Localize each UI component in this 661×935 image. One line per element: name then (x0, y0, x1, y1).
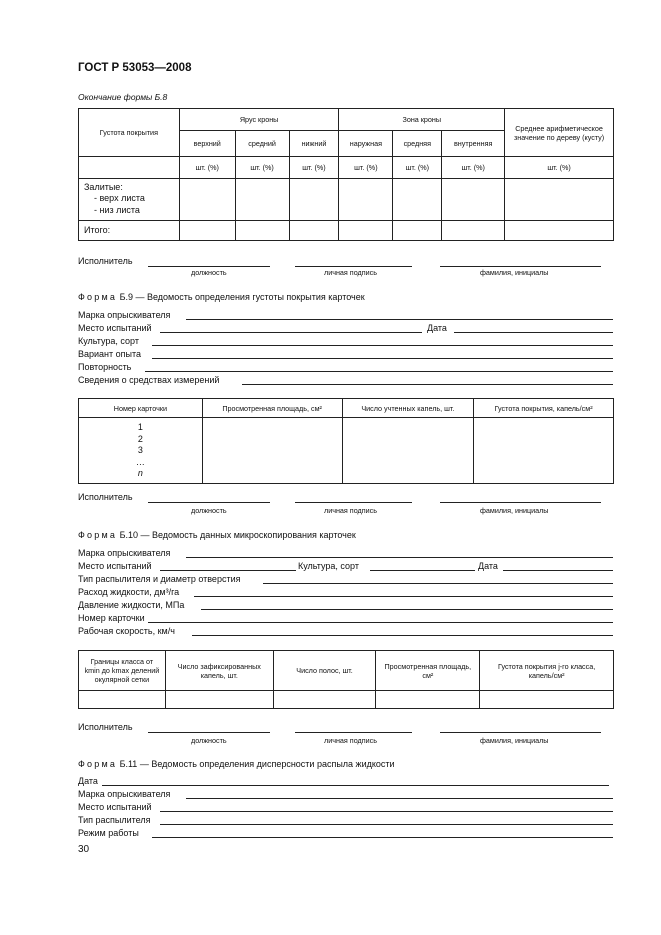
position-caption: должность (191, 268, 227, 277)
b9-instruments-label: Сведения о средствах измерений (78, 375, 220, 385)
signature-caption: личная подпись (324, 268, 377, 277)
b10-nozzle-field[interactable] (263, 583, 613, 584)
form-b11-title-text: Б.11 — Ведомость определения дисперсности распыла жидкости (119, 759, 395, 769)
position-caption: должность (191, 736, 227, 745)
b10-col-bounds (79, 651, 166, 691)
form-word: Форма (78, 759, 118, 769)
signature-caption: личная подпись (324, 506, 377, 515)
b9-crop-field[interactable] (152, 345, 613, 346)
b10-bounds-line3: окулярной сетки (94, 675, 150, 684)
unit-cell: шт. (%) (393, 157, 442, 179)
sub-outer: наружная (339, 131, 393, 157)
b11-mode-label: Режим работы (78, 828, 139, 838)
form-b9-title-text: Б.9 — Ведомость определения густоты покрытия карточек (119, 292, 365, 302)
b10-card-field[interactable] (148, 622, 613, 623)
b9-col-card: Номер карточки (79, 399, 203, 418)
form-word: Форма (78, 292, 118, 302)
name-caption: фамилия, инициалы (480, 268, 549, 277)
b10-speed-field[interactable] (192, 635, 613, 636)
b10-place-label: Место испытаний (78, 561, 152, 571)
b9-place-label: Место испытаний (78, 323, 152, 333)
form-b11-title (78, 759, 395, 769)
card-number: … (135, 456, 145, 467)
name-caption: фамилия, инициалы (480, 736, 549, 745)
unit-cell: шт. (%) (442, 157, 505, 179)
b10-pressure-field[interactable] (201, 609, 613, 610)
b10-flow-label: Расход жидкости, дм³/га (78, 587, 180, 597)
b9-variant-field[interactable] (152, 358, 613, 359)
b10-col-area: Просмотренная площадь, см² (376, 651, 480, 691)
tier-group-header: Ярус кроны (179, 109, 339, 131)
sub-inner: внутренняя (442, 131, 505, 157)
b10-nozzle-label: Тип распылителя и диаметр отверстия (78, 574, 241, 584)
unit-cell: шт. (%) (289, 157, 339, 179)
unit-cell: шт. (%) (339, 157, 393, 179)
sub-mid-zone: средняя (393, 131, 442, 157)
b9-sprayer-label: Марка опрыскивателя (78, 310, 171, 320)
b10-bounds-line1: Границы класса от (90, 657, 154, 666)
b11-sprayer-field[interactable] (186, 798, 613, 799)
form-b10-table (78, 650, 614, 709)
b9-repeat-field[interactable] (145, 371, 613, 372)
b9-col-density: Густота покрытия, капель/см² (474, 399, 614, 418)
name-caption: фамилия, инициалы (480, 506, 549, 515)
bottom-leaf-label: - низ листа (94, 204, 140, 215)
b10-card-label: Номер карточки (78, 613, 145, 623)
b10-col-density: Густота покрытия j-го класса, капель/см² (480, 651, 614, 691)
b10-flow-field[interactable] (194, 596, 613, 597)
form-b10-title (78, 530, 356, 540)
b9-card-numbers (79, 418, 203, 484)
form-word: Форма (78, 530, 118, 540)
b9-variant-label: Вариант опыта (78, 349, 142, 359)
flooded-row-label (79, 179, 180, 221)
executor-label: Исполнитель (78, 722, 133, 732)
form-b9-table (78, 398, 614, 484)
b10-date-field[interactable] (503, 570, 613, 571)
b11-nozzle-field[interactable] (160, 824, 613, 825)
sub-middle: средний (235, 131, 289, 157)
b11-sprayer-label: Марка опрыскивателя (78, 789, 171, 799)
b10-crop-field[interactable] (370, 570, 475, 571)
form-b10-title-text: Б.10 — Ведомость данных микроскопирования карточек (119, 530, 356, 540)
card-number: 2 (137, 433, 143, 444)
b11-place-label: Место испытаний (78, 802, 152, 812)
card-number: 3 (137, 445, 143, 455)
executor-label: Исполнитель (78, 492, 133, 502)
b9-date-field[interactable] (454, 332, 613, 333)
position-caption: должность (191, 506, 227, 515)
b11-date-field[interactable] (102, 785, 609, 786)
b9-col-drops: Число учтенных капель, шт. (342, 399, 474, 418)
b11-place-field[interactable] (160, 811, 613, 812)
document-code: ГОСТ Р 53053—2008 (78, 62, 192, 74)
flooded-label: Залитые: (84, 182, 123, 192)
sub-upper: верхний (179, 131, 235, 157)
b10-place-field[interactable] (160, 570, 296, 571)
b11-nozzle-label: Тип распылителя (78, 815, 151, 825)
col-density-header: Густота покрытия (79, 109, 180, 157)
sub-lower: нижний (289, 131, 339, 157)
signature-block-3 (0, 722, 661, 746)
signature-block-2 (0, 492, 661, 516)
card-number: n (137, 468, 143, 478)
b10-pressure-label: Давление жидкости, МПа (78, 600, 185, 610)
b10-date-label: Дата (478, 561, 498, 571)
card-number: 1 (137, 422, 143, 432)
b9-crop-label: Культура, сорт (78, 336, 139, 346)
b9-date-label: Дата (427, 323, 447, 333)
form-b8-table (78, 108, 614, 241)
b9-place-field[interactable] (160, 332, 422, 333)
total-row-label: Итого: (79, 221, 180, 241)
unit-cell: шт. (%) (179, 157, 235, 179)
form-b9-title (78, 292, 365, 302)
executor-label: Исполнитель (78, 256, 133, 266)
b10-bounds-line2: kmin до kmax делений (84, 666, 160, 675)
b10-sprayer-field[interactable] (186, 557, 613, 558)
b11-date-label: Дата (78, 776, 98, 786)
b9-instruments-field[interactable] (242, 384, 613, 385)
b9-col-area: Просмотренная площадь, см² (202, 399, 342, 418)
signature-block-1 (0, 256, 661, 280)
page-number: 30 (78, 844, 90, 855)
b11-mode-field[interactable] (152, 837, 613, 838)
mean-header: Среднее арифметическое значение по дереву (кусту) (505, 109, 614, 157)
b10-crop-label: Культура, сорт (298, 561, 359, 571)
b10-sprayer-label: Марка опрыскивателя (78, 548, 171, 558)
zone-group-header: Зона кроны (339, 109, 505, 131)
b10-col-fixed: Число зафиксированных капель, шт. (165, 651, 273, 691)
unit-cell: шт. (%) (235, 157, 289, 179)
form-b8-caption: Окончание формы Б.8 (78, 92, 168, 102)
signature-caption: личная подпись (324, 736, 377, 745)
b9-sprayer-field[interactable] (186, 319, 613, 320)
b9-repeat-label: Повторность (78, 362, 132, 372)
top-leaf-label: - верх листа (94, 193, 145, 204)
b10-col-bands: Число полос, шт. (273, 651, 376, 691)
b10-speed-label: Рабочая скорость, км/ч (78, 626, 175, 636)
unit-cell: шт. (%) (505, 157, 614, 179)
